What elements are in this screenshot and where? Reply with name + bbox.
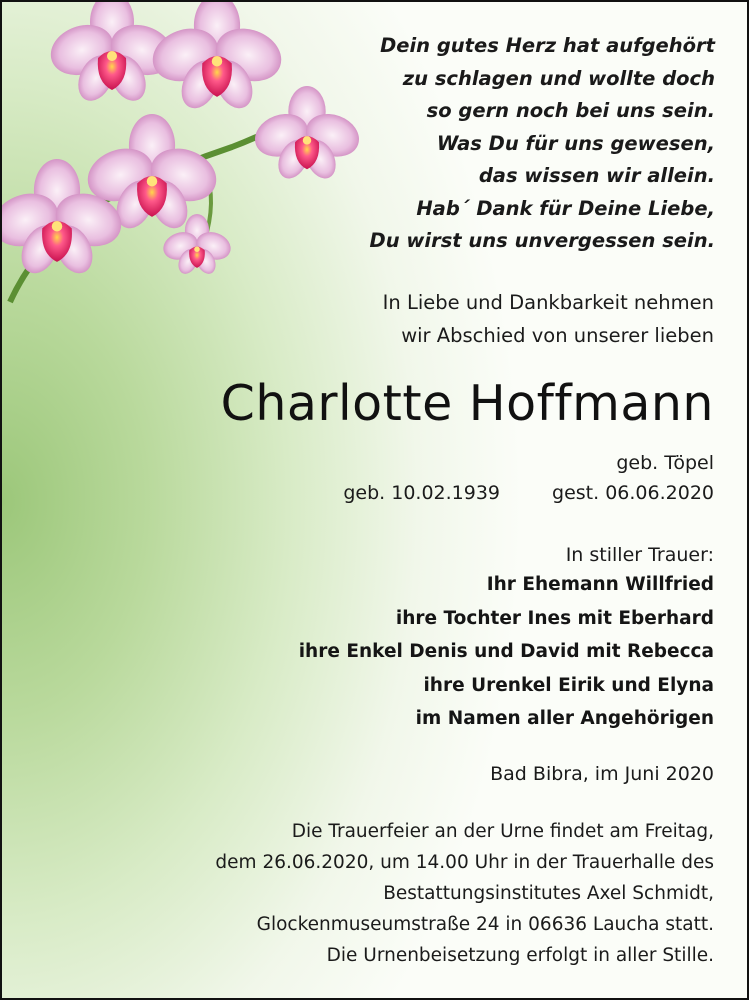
mourner: ihre Tochter Ines mit Eberhard	[395, 607, 714, 629]
poem-line: das wissen wir allein.	[478, 164, 715, 187]
obituary-notice	[2, 2, 747, 998]
life-dates	[343, 478, 714, 508]
ceremony-line: Bestattungsinstitutes Axel Schmidt,	[383, 883, 714, 904]
poem-line: Hab´ Dank für Deine Liebe,	[416, 196, 715, 220]
mourner: ihre Urenkel Eirik und Elyna	[423, 674, 714, 696]
mourning-heading: In stiller Trauer:	[565, 544, 714, 566]
intro-text	[383, 286, 714, 352]
poem	[370, 30, 715, 258]
ceremony-line: Glockenmuseumstraße 24 in 06636 Laucha statt.	[256, 914, 714, 935]
mourner: Ihr Ehemann Willfried	[486, 574, 714, 595]
poem-line: Du wirst uns unvergessen sein.	[369, 229, 715, 252]
intro-line: wir Abschied von unserer lieben	[401, 324, 714, 347]
poem-line: zu schlagen und wollte doch	[402, 66, 715, 90]
deceased-name: Charlotte Hoffmann	[220, 375, 714, 432]
poem-line: Dein gutes Herz hat aufgehört	[380, 34, 715, 57]
ceremony-info	[215, 816, 714, 971]
mourner: ihre Enkel Denis und David mit Rebecca	[298, 641, 714, 662]
ceremony-line: Die Trauerfeier an der Urne findet am Freitag,	[291, 821, 714, 842]
birth-date: geb. 10.02.1939	[343, 482, 501, 504]
ceremony-line: Die Urnenbeisetzung erfolgt in aller Stille.	[326, 945, 714, 966]
poem-line: Was Du für uns gewesen,	[436, 131, 715, 155]
intro-line: In Liebe und Dankbarkeit nehmen	[382, 291, 714, 314]
poem-line: so gern noch bei uns sein.	[426, 99, 715, 122]
place-date: Bad Bibra, im Juni 2020	[490, 763, 714, 785]
mourners-list	[299, 568, 714, 736]
birth-name: geb. Töpel	[616, 452, 714, 474]
orchid-flowers-image	[2, 2, 382, 312]
mourner: im Namen aller Angehörigen	[415, 708, 714, 729]
ceremony-line: dem 26.06.2020, um 14.00 Uhr in der Trauerhalle des	[215, 852, 714, 873]
death-date: gest. 06.06.2020	[552, 482, 714, 504]
